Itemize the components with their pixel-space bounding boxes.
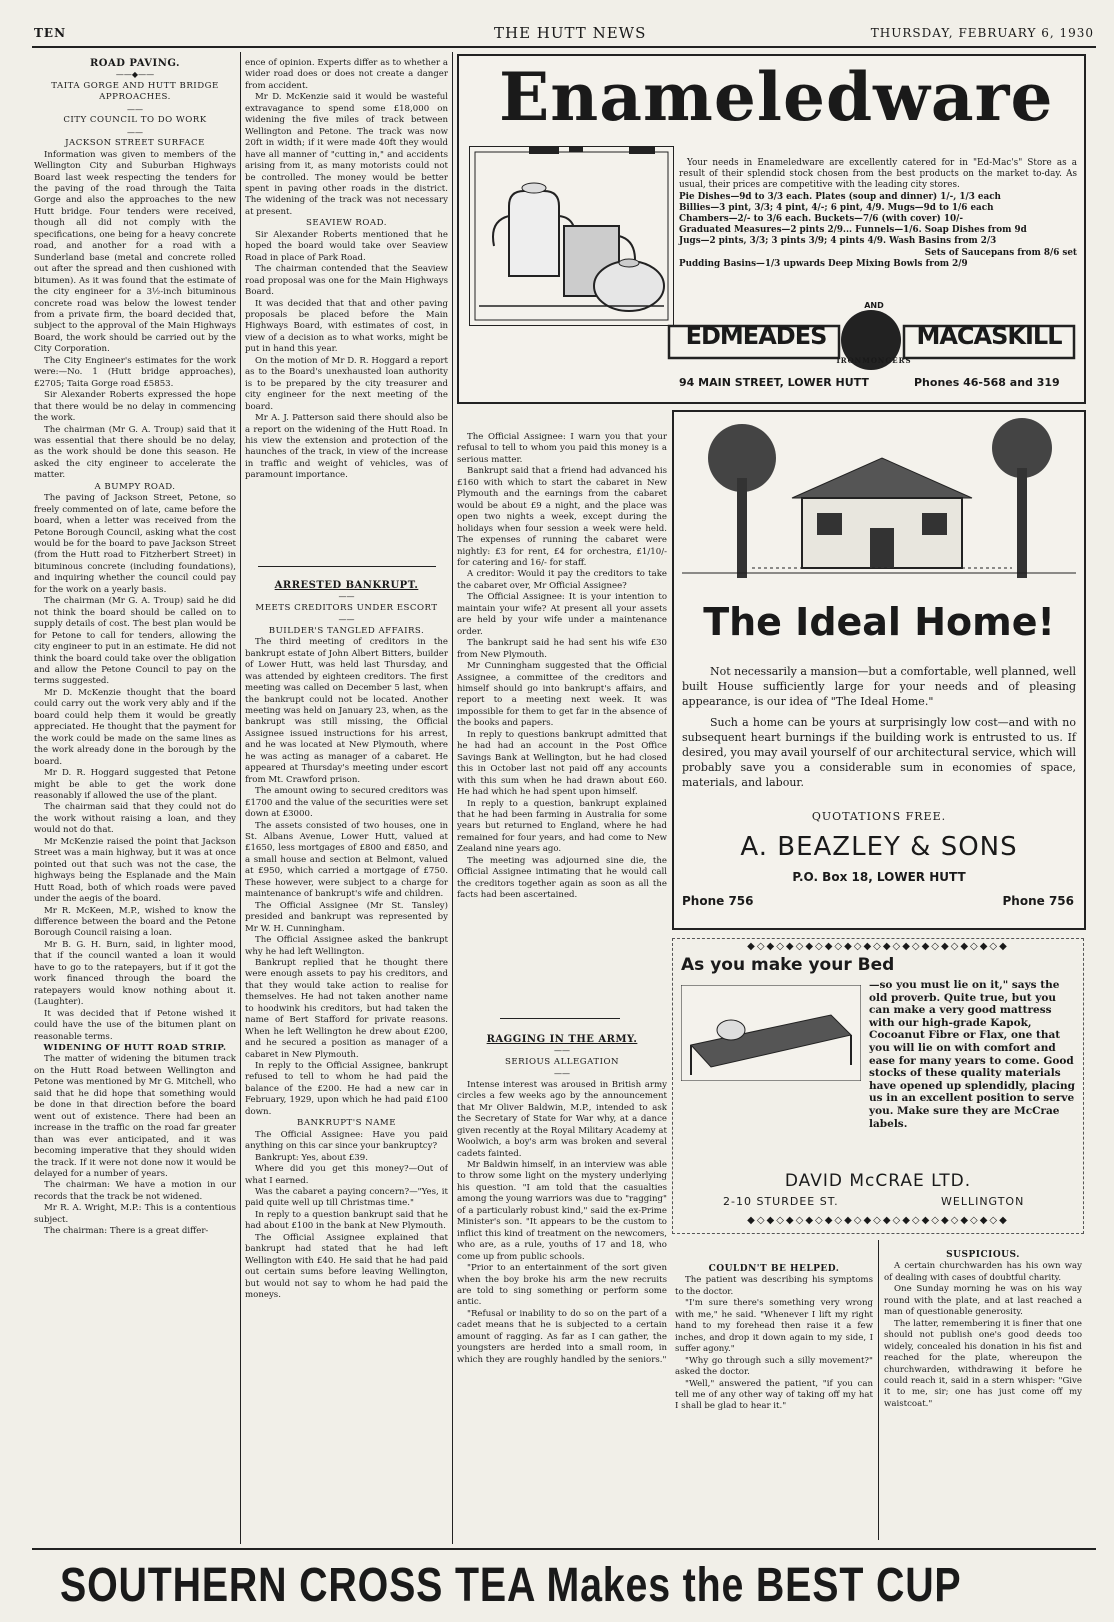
paragraph: Such a home can be yours at surprisingly low cost—and with no subsequent heart burnings if the building work is entrusted to us. If desired, you may avail yourself of our architectural service, which will probably save you a considerable sum in economies of space, materials, and labour. [682,716,1076,789]
headline: ARRESTED BANKRUPT. [274,580,419,591]
store-address: 94 MAIN STREET, LOWER HUTT [679,376,869,389]
ad-copy [682,664,1076,790]
paragraph: The meeting was adjourned sine die, the Official Assignee intimating that he would call the creditors together again as soon as all the facts had been ascertained. [457,855,667,901]
paragraph: Mr Cunningham suggested that the Official Assignee, a committee of the creditors and himself should go into bankrupt's affairs, and report to a meeting next week. It was impossible for them to get far in the absence of the books and papers. [457,661,667,729]
article-road-paving-continued [245,58,448,558]
paragraph: Sir Alexander Roberts expressed the hope that there would be no delay in commencing the work. [34,390,236,424]
price-line: Jugs—2 pints, 3/3; 3 pints 3/9; 4 pints 4/9. Wash Basins from 2/3 [679,236,997,247]
article-couldnt-be-helped [675,1264,873,1544]
paragraph: Bankrupt: Yes, about £39. [255,1152,368,1163]
headline: SUSPICIOUS. [946,1250,1020,1260]
newspaper-title: THE HUTT NEWS [494,24,647,42]
phone-left: Phone 756 [682,894,754,908]
paragraph: The latter, remembering it is finer that one should not publish one's good deeds too widely, concealed his donation in his fist and reached for the plate, whereupon the churchwarden, withdrawing it before he could reach it, said in a stern whisper: "Give it to me, sir; one has just come off my waistcoat." [884,1318,1082,1409]
paragraph: Mr McKenzie raised the point that Jackson Street was a main highway, but it was at once pointed out that such was not the case, the highways being the Esplanade and the Main Hutt Road, both of which roads were paved under the aegis of the board. [34,836,236,905]
subheading: BANKRUPT'S NAME [297,1118,396,1129]
paragraph: Information was given to members of the Wellington City and Suburban Highways Board last week respecting the tenders for the paving of the road through the Taita Gorge and also the approaches to the new Hutt bridge. Four tenders were received, though all did not comply with the specifications, one being for a heavy concrete road, and another for a road with a Sunderland base (metal and concrete rolled out after the spread and then cushioned with bitumen). As it was found that the estimate of the city engineer for a 3½-inch bituminous concrete road was below the lowest tender from a private firm, the board decided that, subject to the approval of the Main Highways Board, the work should be carried out by the City Corporation. [34,149,236,355]
ad-title: Enameledware [499,58,1054,136]
firm-name: DAVID McCRAE LTD. [784,1171,972,1191]
divider: —— [338,615,355,625]
paragraph: The chairman: There is a great differ- [44,1226,209,1237]
ad-enameledware [457,54,1086,404]
paragraph: Mr B. G. H. Burn, said, in lighter mood, that if the council wanted a loan it would have to go to the ratepayers, but if it got the work financed through the board the ratepayers would know nothing about it. (Laughter). [34,939,236,1008]
paragraph: On the motion of Mr D. R. Hoggard a report as to the Board's unexhausted loan authority is to be prepared by the city treasurer and city engineer for the next meeting of the board. [245,355,448,412]
page-number: TEN [34,26,67,40]
brand-and: AND [864,301,884,310]
paragraph: Mr D. R. Hoggard suggested that Petone might be able to get the work done reasonably if allowed the use of the plant. [34,768,236,801]
paragraph: It was decided that that and other paving proposals be placed before the Main Highways Board, with estimates of cost, in view of a decision as to what works, might be put in hand this year. [245,298,448,355]
paragraph: The third meeting of creditors in the bankrupt estate of John Albert Bitters, builder of Lower Hutt, was held last Thursday, and was attended by eighteen creditors. The first meeting was called on December 5 last, when the bankrupt could not be located. Another meeting was held on January 23, when, as the bankrupt was still missing, the Official Assignee issued instructions for his arrest, and he was located at New Plymouth, where he was acting as manager of a cabaret. He appeared at Thursday's meeting under escort from Mt. Crawford prison. [245,637,448,785]
price-line: Chambers—2/- to 3/6 each. Buckets—7/6 (with cover) 10/- [679,214,963,225]
ornament-border: ◆◇◆◇◆◇◆◇◆◇◆◇◆◇◆◇◆◇◆◇◆◇◆◇◆◇◆ [747,941,1009,952]
article-arrested-bankrupt [245,580,448,1544]
separator [258,566,436,567]
ad-copy [679,158,1077,270]
paragraph: Mr D. McKenzie thought that the board could carry out the work very ably and if the board could help them it would be greatly appreciated. He thought that the payment for the work could be made on the same lines as the work already done in the borough by the board. [34,687,236,767]
paragraph: The Official Assignee: Have you paid anything on this car since your bankruptcy? [245,1129,448,1152]
paragraph: Intense interest was aroused in British army circles a few weeks ago by the announcement that Mr Oliver Baldwin, M.P., intended to ask the Secretary of State for War why, at a dance given recently at the Royal Military Academy at Woolwich, a boy's arm was broken and several cadets fainted. [457,1079,667,1159]
paragraph: "Prior to an entertainment of the sort given when the boy broke his arm the new recruits are told to sing something or perform some antic. [457,1263,667,1308]
divider: —— [127,104,143,114]
paragraph: The chairman contended that the Seaview road proposal was one for the Main Highways Board. [245,264,448,298]
paragraph: "Why go through such a silly movement?" asked the doctor. [675,1355,873,1378]
subheading: SERIOUS ALLEGATION [504,1056,620,1067]
paragraph: The paving of Jackson Street, Petone, so freely commented on of late, came before the board, when a letter was received from the Petone Borough Council, asking what the cost would be for the board to pave Jackson Street (from the Hutt road to Fitzherbert Street) in bituminous concrete (including foundations), and inquiring whether the council could pay for the work on a yearly basis. [34,493,236,595]
paragraph: Mr R. A. Wright, M.P.: This is a contentious subject. [34,1203,236,1225]
headline: RAGGING IN THE ARMY. [486,1034,638,1045]
quotations-line: QUOTATIONS FREE. [811,810,947,823]
subheading: A BUMPY ROAD. [94,481,176,492]
divider: ——◆—— [115,70,155,80]
footer-advertisement: SOUTHERN CROSS TEA Makes the BEST CUP [60,1559,962,1612]
divider: —— [127,127,143,137]
subheading: TAITA GORGE AND HUTT BRIDGE APPROACHES. [51,80,219,103]
house-illustration [682,418,1076,588]
paragraph: Was the cabaret a paying concern?—"Yes, it paid quite well up till Christmas time." [245,1187,448,1209]
paragraph: A certain churchwarden has his own way of dealing with cases of doubtful charity. [884,1261,1082,1283]
divider: —— [554,1069,570,1079]
ad-headline: As you make your Bed [681,955,895,975]
separator [500,1018,620,1019]
price-line: Pudding Basins—1/3 upwards Deep Mixing Bowls from 2/9 [679,258,968,269]
price-line: Sets of Saucepans from 8/6 set [924,247,1077,258]
subheading: JACKSON STREET SURFACE [65,138,205,149]
article-ragging-army [457,1034,667,1544]
article-road-paving [34,58,236,1546]
paragraph: The Official Assignee: It is your intention to maintain your wife? At present all your assets are held by your wife under a maintenance order. [457,592,667,637]
coffee-pot-icon [509,191,559,276]
paragraph: Where did you get this money?—Out of what I earned. [245,1164,448,1186]
masthead-rule [32,46,1096,48]
price-line: Billies—3 pint, 3/3; 4 pint, 4/-; 6 pint, 4/9. Mugs—9d to 1/6 each [679,202,994,213]
store-phones: Phones 46-568 and 319 [914,376,1060,389]
paragraph: The City Engineer's estimates for the work were:—No. 1 (Hutt bridge approaches), £2705; Taita Gorge road £5853. [34,355,236,389]
paragraph: In reply to questions bankrupt admitted that he had had an account in the Post Office Savings Bank at Wellington, but he had closed this in October last not paid off any accounts with this sum when he had drawn about £60. He had which he had spent upon himself. [457,729,667,798]
paragraph: The Official Assignee asked the bankrupt why he had left Wellington. [245,935,448,957]
issue-date: THURSDAY, FEBRUARY 6, 1930 [870,26,1094,40]
firm-address: P.O. Box 18, LOWER HUTT [792,870,966,884]
column-divider [452,52,453,1544]
paragraph: The chairman: We have a motion in our records that the track be not widened. [34,1180,236,1202]
masthead [34,22,1094,44]
brand-name-left: EDMEADES [685,322,827,350]
paragraph: In reply to a question, bankrupt explained that he had been farming in Australia for some years but returned to England, where he had remained for four years, and had come to New Zealand nine years ago. [457,798,667,855]
paragraph: Not necessarily a mansion—but a comfortable, well planned, well built House sufficiently large for your needs and of pleasing appearance, is our idea of "The Ideal Home." [682,665,1076,708]
teapot-icon [594,261,664,311]
paragraph: Bankrupt replied that he thought there were enough assets to pay his creditors, and that they would take action to realise for themselves. He had not taken another name to hoodwink his creditors, but had taken the name of Bert Stafford for private reasons. When he left Wellington he drew about £200, and he secured a position as manager of a cabaret in New Plymouth. [245,957,448,1060]
headline: ROAD PAVING. [90,58,180,69]
article-bankrupt-continued [457,432,667,1044]
price-line: Pie Dishes—9d to 3/3 each. Plates (soup and dinner) 1/-, 1/3 each [679,191,1001,202]
ad-ideal-home [672,410,1086,930]
subheading: SEAVIEW ROAD. [306,218,387,229]
paragraph: The patient was describing his symptoms to the doctor. [675,1275,873,1297]
phone-right: Phone 756 [1002,894,1074,908]
price-line: Graduated Measures—2 pints 2/9... Funnels—1/6. Soap Dishes from 9d [679,225,1027,236]
ad-title: The Ideal Home! [703,600,1055,644]
paragraph: Sir Alexander Roberts mentioned that he hoped the board would take over Seaview Road in place of Park Road. [245,229,448,263]
firm-address: 2-10 STURDEE ST. [723,1195,839,1208]
paragraph: In reply to a question bankrupt said that he had about £100 in the bank at New Plymouth. [245,1209,448,1232]
ornament-border: ◆◇◆◇◆◇◆◇◆◇◆◇◆◇◆◇◆◇◆◇◆◇◆◇◆◇◆ [747,1215,1009,1226]
paragraph: The bankrupt said he had sent his wife £30 from New Plymouth. [457,638,667,660]
paragraph: Bankrupt said that a friend had advanced his £160 with which to start the cabaret in New Plymouth and the earnings from the cabaret would be about £9 a night, and the place was open two nights a week, except during the holidays when four session a week were held. The expenses of running the cabaret were nightly: £3 for rent, £4 for orchestra, £1/10/- for catering and 16/- for staff. [457,466,667,568]
headline: COULDN'T BE HELPED. [708,1264,840,1274]
paragraph: The Official Assignee: I warn you that your refusal to tell to whom you paid this money is a serious matter. [457,432,667,465]
ad-copy [681,955,1081,975]
subheading: MEETS CREDITORS UNDER ESCORT [255,602,438,613]
paragraph: The Official Assignee (Mr St. Tansley) presided and bankrupt was represented by Mr W. H. Cunningham. [245,900,448,934]
paragraph: One Sunday morning he was on his way round with the plate, and at last reached a man of questionable generosity. [884,1284,1082,1318]
paragraph: "Well," answered the patient, "if you can tell me of any other way of taking off my hat I shall be glad to hear it." [675,1378,873,1412]
bed-illustration [681,985,861,1081]
paragraph: The matter of widening the bitumen track on the Hutt Road between Wellington and Petone was mentioned by Mr G. Mitchell, who said that he did hope that something would be done in that direction before the board went out of existence. There had been an increase in the traffic on the road far greater than was ever anticipated, and it was becoming imperative that they should widen the track. If it were not done now it would be delayed for a number of years. [34,1054,236,1179]
firm-city: WELLINGTON [941,1195,1025,1208]
paragraph: The Official Assignee explained that bankrupt had stated that he had left Wellington with £40. He said that he had paid out certain sums before leaving Wellington, but would not say to whom he had paid the moneys. [245,1232,448,1301]
firm-name: A. BEAZLEY & SONS [740,832,1018,862]
paragraph: ence of opinion. Experts differ as to whether a wider road does or does not create a danger from accident. [245,58,448,91]
paragraph: "I'm sure there's something very wrong with me," he said. "Whenever I lift my right hand to my forehead then raise it a few inches, and drop it down again to my side, I suffer agony." [675,1298,873,1355]
paragraph: It was decided that if Petone wished it could have the use of the bitumen plant on reasonable terms. [34,1008,236,1042]
paragraph: "Refusal or inability to do so on the part of a cadet means that he is subjected to a certain amount of ragging. As far as I can gather, the youngsters are herded into a small room, in which they are roughly handled by the seniors." [457,1308,667,1365]
paragraph: The chairman (Mr G. A. Troup) said he did not think the board should be called on to supply details of cost. The best plan would be for Petone to call for tenders, allowing the city engineer to put in an estimate. He did not think the board could take over the obligation and allow the Petone Council to pay on the terms suggested. [34,596,236,687]
paragraph: The assets consisted of two houses, one in St. Albans Avenue, Lower Hutt, valued at £1650, less mortgages of £800 and £850, and a small house and section at Belmont, valued at £950, which carried a mortgage of £750. These however, were subject to a charge for maintenance of bankrupt's wife and children. [245,820,448,900]
paragraph: In reply to the Official Assignee, bankrupt refused to tell to whom he had paid the balance of the £200. He had a new car in February, 1929, upon which he had paid £100 down. [245,1061,448,1117]
article-suspicious [884,1250,1082,1542]
ad-mccrae-bedding [672,938,1084,1234]
paragraph: The amount owing to secured creditors was £1700 and the value of the securities were set down at £3000. [245,786,448,820]
subheading: CITY COUNCIL TO DO WORK [63,115,207,126]
brand-name-right: MACASKILL [916,322,1062,350]
column-divider [878,1240,879,1540]
paragraph: Mr Baldwin himself, in an interview was able to throw some light on the mystery underlying his question. "I am told that the casualties among the young warriors was due to "ragging" of a particularly robust kind," said the ex-Prime Minister's son. "It appears to be the custom to inflict this kind of treatment on the newcomers, who are, as a rule, youths of 17 and 18, who come up from public schools. [457,1159,667,1262]
ad-intro: Your needs in Enameledware are excellently catered for in "Ed-Mac's" Store as a result of their splendid stock chosen from the best products on the market to-day. As usual, their prices are competitive with the leading city stores. [679,158,1077,191]
paragraph: The chairman said that they could not do the work without raising a loan, and they would not do that. [34,802,236,836]
enamelware-illustration [469,146,674,326]
column-divider [240,52,241,1544]
paragraph: Mr R. McKeen, M.P., wished to know the difference between the board and the Petone Borough Council raising a loan. [34,905,236,939]
subheading: WIDENING OF HUTT ROAD STRIP. [43,1042,227,1053]
divider: —— [554,1046,570,1056]
footer-rule [32,1548,1096,1550]
paragraph: Mr A. J. Patterson said there should also be a report on the widening of the Hutt Road. In his view the extension and protection of the haunches of the track, in view of the increase in traffic and weight of vehicles, was of paramount importance. [245,413,448,481]
brand-ironmongers: IRONMONGERS [836,356,912,365]
paragraph: A creditor: Would it pay the creditors to take the cabaret over, Mr Official Assignee? [457,569,667,591]
paragraph: The chairman (Mr G. A. Troup) said that it was essential that there should be no delay, as the work should be done this season. He asked the city engineer to accelerate the matter. [34,424,236,481]
paragraph: Mr D. McKenzie said it would be wasteful extravagance to spend some £18,000 on widening the five miles of track between Wellington and Petone. The track was now 20ft in width; if it were made 40ft they would have all manner of "cutting in," and accidents arising from it, as many motorists could not be controlled. The money would be better spent in paving other roads in the district. The widening of the track was not necessary at present. [245,92,448,217]
ad-text: —so you must lie on it," says the old proverb. Quite true, but you can make a very good mattress with our high-grade Kapok, Cocoanut Fibre or Flax, one that you will lie on with comfort and ease for many years to come. Good stocks of these quality materials have opened up splendidly, placing us in an excellent position to serve you. Make sure they are McCrae labels. [869,979,1075,1130]
divider: —— [338,592,355,602]
subheading: BUILDER'S TANGLED AFFAIRS. [268,625,425,636]
